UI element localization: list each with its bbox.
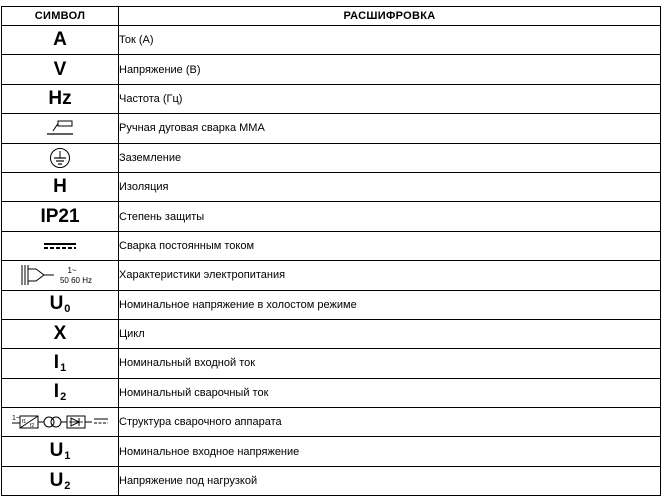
symbol-text: IP21 bbox=[40, 205, 80, 227]
table-row bbox=[2, 114, 661, 143]
symbol-text: I bbox=[53, 381, 60, 403]
symbol-text: Hz bbox=[48, 87, 72, 109]
symbol-subscript: 0 bbox=[64, 303, 71, 316]
symbol-subscript: 1 bbox=[60, 361, 67, 374]
description-text: Сварка постоянным током bbox=[119, 231, 661, 260]
table-row bbox=[2, 349, 661, 378]
inverter-structure-icon bbox=[10, 412, 110, 432]
description-text: Заземление bbox=[119, 143, 661, 172]
svg-text:f1: f1 bbox=[22, 419, 27, 426]
description-text: Номинальное напряжение в холостом режиме bbox=[119, 290, 661, 319]
symbol-text: X bbox=[53, 323, 67, 345]
symbol-text: U bbox=[49, 293, 64, 315]
table-row bbox=[2, 55, 661, 84]
dc-icon bbox=[43, 241, 77, 251]
mma-electrode-icon bbox=[46, 119, 74, 137]
symbol-subscript: 2 bbox=[60, 391, 67, 404]
symbols-table bbox=[1, 6, 661, 496]
symbol-text: A bbox=[53, 29, 67, 51]
description-text: Изоляция bbox=[119, 172, 661, 201]
description-text: Напряжение под нагрузкой bbox=[119, 466, 661, 495]
symbol-text: U bbox=[49, 440, 64, 462]
symbol-subscript: 2 bbox=[64, 479, 71, 492]
table-row bbox=[2, 290, 661, 319]
description-text: Номинальный сварочный ток bbox=[119, 378, 661, 407]
description-text: Характеристики электропитания bbox=[119, 261, 661, 290]
table-row bbox=[2, 26, 661, 55]
table-row bbox=[2, 408, 661, 437]
symbol-text: H bbox=[53, 176, 67, 198]
description-text: Цикл bbox=[119, 319, 661, 348]
description-text: Степень защиты bbox=[119, 202, 661, 231]
description-text: Структура сварочного аппарата bbox=[119, 408, 661, 437]
phase-label: 1~ bbox=[67, 266, 77, 276]
table-row bbox=[2, 319, 661, 348]
table-row bbox=[2, 378, 661, 407]
description-text: Номинальное входное напряжение bbox=[119, 437, 661, 466]
table-row bbox=[2, 172, 661, 201]
svg-text:1~: 1~ bbox=[12, 415, 20, 423]
symbol-subscript: 1 bbox=[64, 450, 71, 463]
table-row bbox=[2, 143, 661, 172]
ground-icon bbox=[49, 147, 71, 169]
table-row bbox=[2, 466, 661, 495]
symbol-text: U bbox=[49, 469, 64, 491]
description-text: Ток (А) bbox=[119, 26, 661, 55]
symbol-text: V bbox=[53, 58, 67, 80]
frequency-label: 50 60 Hz bbox=[59, 276, 93, 286]
description-column-header: РАСШИФРОВКА bbox=[119, 7, 661, 26]
table-row bbox=[2, 202, 661, 231]
description-text: Ручная дуговая сварка ММА bbox=[119, 114, 661, 143]
svg-text:f2: f2 bbox=[30, 423, 35, 430]
symbol-column-header: СИМВОЛ bbox=[2, 7, 119, 26]
table-row bbox=[2, 231, 661, 260]
description-text: Напряжение (В) bbox=[119, 55, 661, 84]
table-row bbox=[2, 261, 661, 290]
table-row bbox=[2, 84, 661, 113]
description-text: Частота (Гц) bbox=[119, 84, 661, 113]
symbol-text: I bbox=[53, 351, 60, 373]
description-text: Номинальный входной ток bbox=[119, 349, 661, 378]
power-supply-icon bbox=[12, 263, 108, 287]
table-row bbox=[2, 437, 661, 466]
table-header-row bbox=[2, 7, 661, 26]
